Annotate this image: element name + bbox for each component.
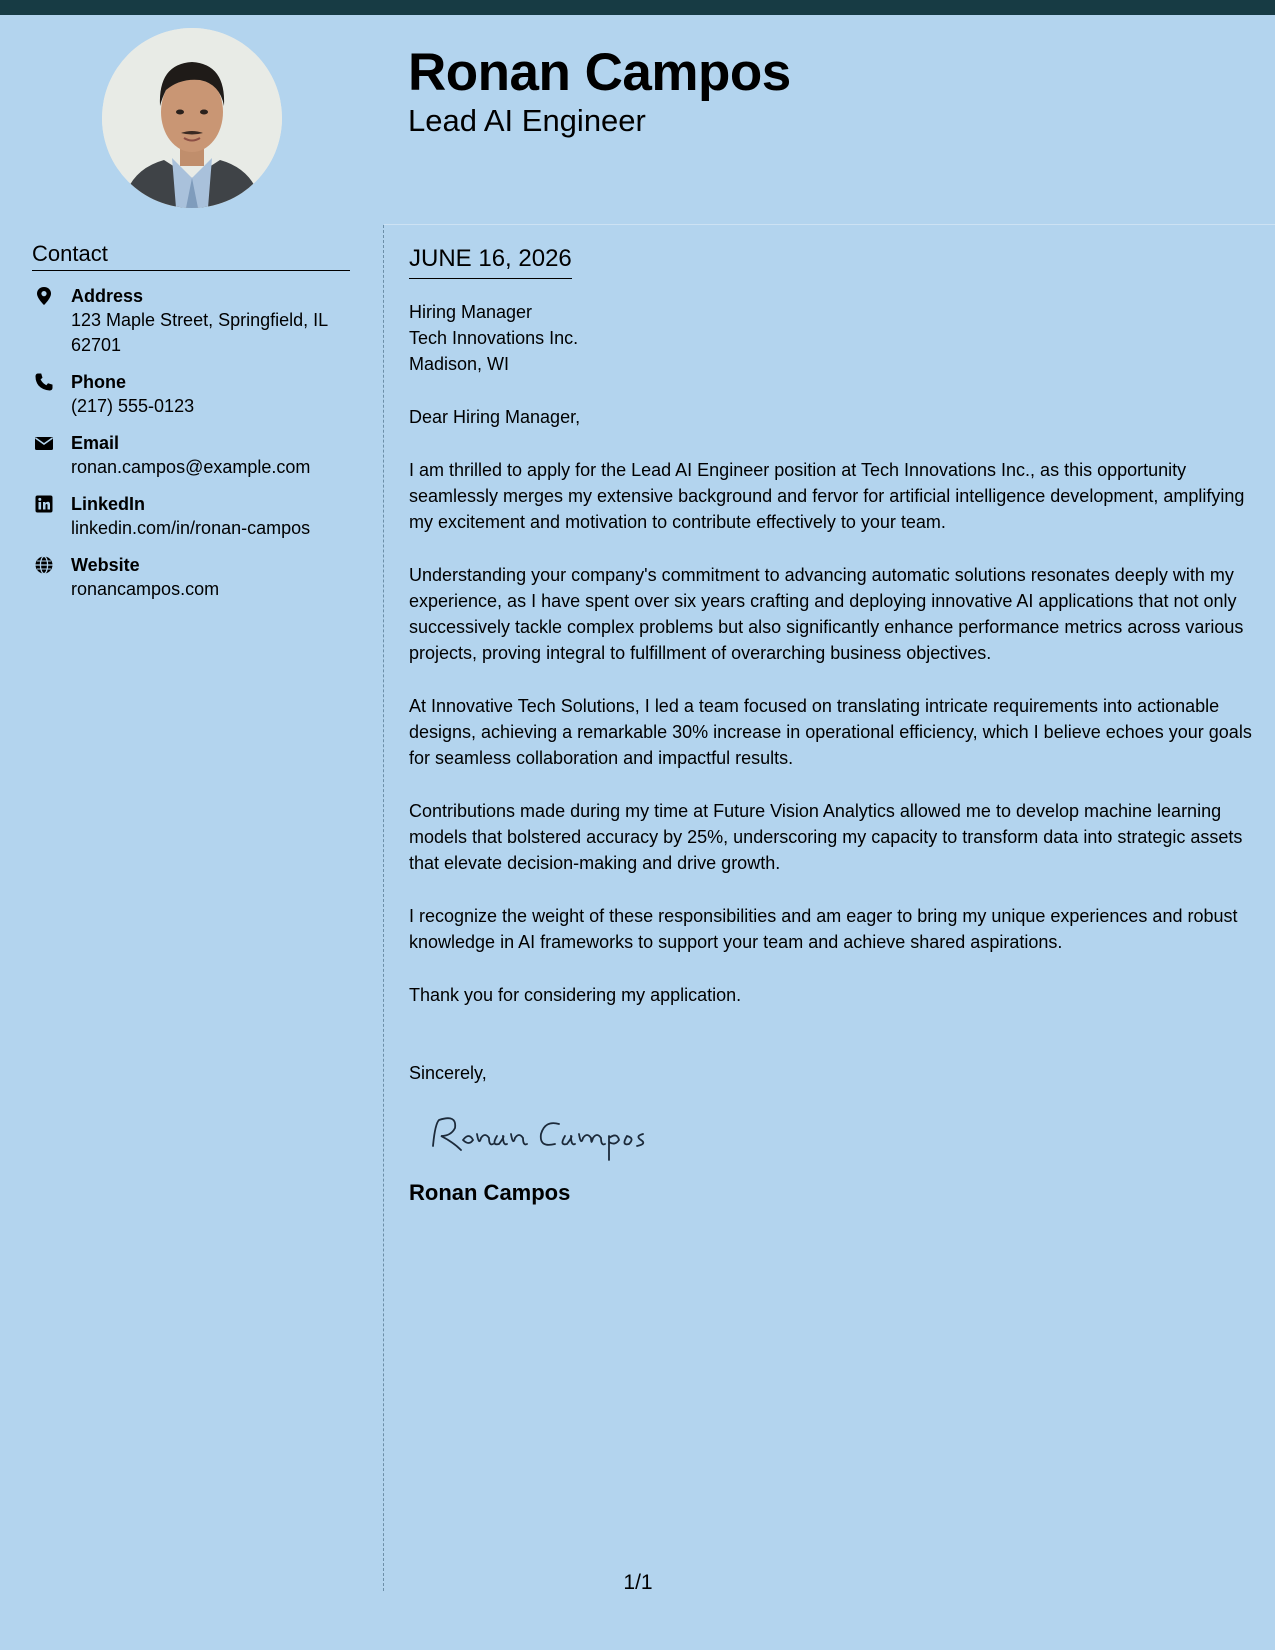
contact-value-email: ronan.campos@example.com xyxy=(71,457,311,477)
recipient-line: Madison, WI xyxy=(409,354,510,374)
letter-body xyxy=(409,242,1254,1207)
profile-photo xyxy=(102,28,282,208)
salutation: Dear Hiring Manager, xyxy=(409,407,581,427)
contact-label-email: Email xyxy=(71,433,120,453)
signer-name: Ronan Campos xyxy=(409,1180,571,1205)
top-bar xyxy=(0,0,1275,15)
applicant-name: Ronan Campos xyxy=(408,43,791,102)
contact-label-linkedin: LinkedIn xyxy=(71,494,146,514)
linkedin-icon xyxy=(34,494,54,514)
contact-label-website: Website xyxy=(71,555,140,575)
contact-label-phone: Phone xyxy=(71,372,127,392)
column-divider xyxy=(383,225,384,1591)
letter-date: JUNE 16, 2026 xyxy=(409,242,572,279)
recipient-line: Tech Innovations Inc. xyxy=(409,328,579,348)
header-divider xyxy=(384,224,1275,225)
recipient-block xyxy=(409,299,1254,377)
letter-paragraph: I recognize the weight of these responsibilities and am eager to bring my unique experiences and robust knowledge in AI frameworks to support your team and achieve shared aspirations. xyxy=(409,906,1238,952)
contact-heading: Contact xyxy=(32,240,350,271)
page-number: 1/1 xyxy=(623,1571,653,1594)
phone-icon xyxy=(34,372,54,392)
contact-item-email xyxy=(32,431,350,480)
letter-paragraph: Contributions made during my time at Future Vision Analytics allowed me to develop machine learning models that bolstered accuracy by 25%, underscoring my capacity to transform data into strategic assets that elevate decision-making and drive growth. xyxy=(409,801,1243,873)
letter-paragraph: I am thrilled to apply for the Lead AI Engineer position at Tech Innovations Inc., as this opportunity seamlessly merges my extensive background and fervor for artificial intelligence development, amplifying my excitement and motivation to contribute effectively to your team. xyxy=(409,460,1245,532)
letter-paragraph: Understanding your company's commitment to advancing automatic solutions resonates deeply with my experience, as I have spent over six years crafting and deploying innovative AI applications that not only successively tackle complex problems but also significantly enhance performance metrics across various projects, proving integral to fulfillment of overarching business objectives. xyxy=(409,565,1244,663)
letter-paragraph: Thank you for considering my application. xyxy=(409,985,742,1005)
contact-item-phone xyxy=(32,370,350,419)
closing: Sincerely, xyxy=(409,1063,487,1083)
contact-item-address xyxy=(32,284,350,358)
contact-value-phone: (217) 555-0123 xyxy=(71,396,195,416)
globe-icon xyxy=(34,555,54,575)
contact-item-website xyxy=(32,553,350,602)
applicant-job-title: Lead AI Engineer xyxy=(408,103,646,138)
contact-list xyxy=(32,284,350,614)
contact-label-address: Address xyxy=(71,286,144,306)
contact-value-linkedin: linkedin.com/in/ronan-campos xyxy=(71,518,311,538)
recipient-line: Hiring Manager xyxy=(409,302,533,322)
contact-item-linkedin xyxy=(32,492,350,541)
envelope-icon xyxy=(34,433,54,453)
map-marker-icon xyxy=(34,286,54,306)
contact-value-website: ronancampos.com xyxy=(71,579,220,599)
contact-value-address: 123 Maple Street, Springfield, IL 62701 xyxy=(71,310,328,355)
handwritten-signature xyxy=(427,1106,667,1162)
letter-paragraph: At Innovative Tech Solutions, I led a team focused on translating intricate requirements into actionable designs, achieving a remarkable 30% increase in operational efficiency, which I believe echoes your goals for seamless collaboration and impactful results. xyxy=(409,696,1252,768)
profile-photo-image xyxy=(102,28,282,208)
